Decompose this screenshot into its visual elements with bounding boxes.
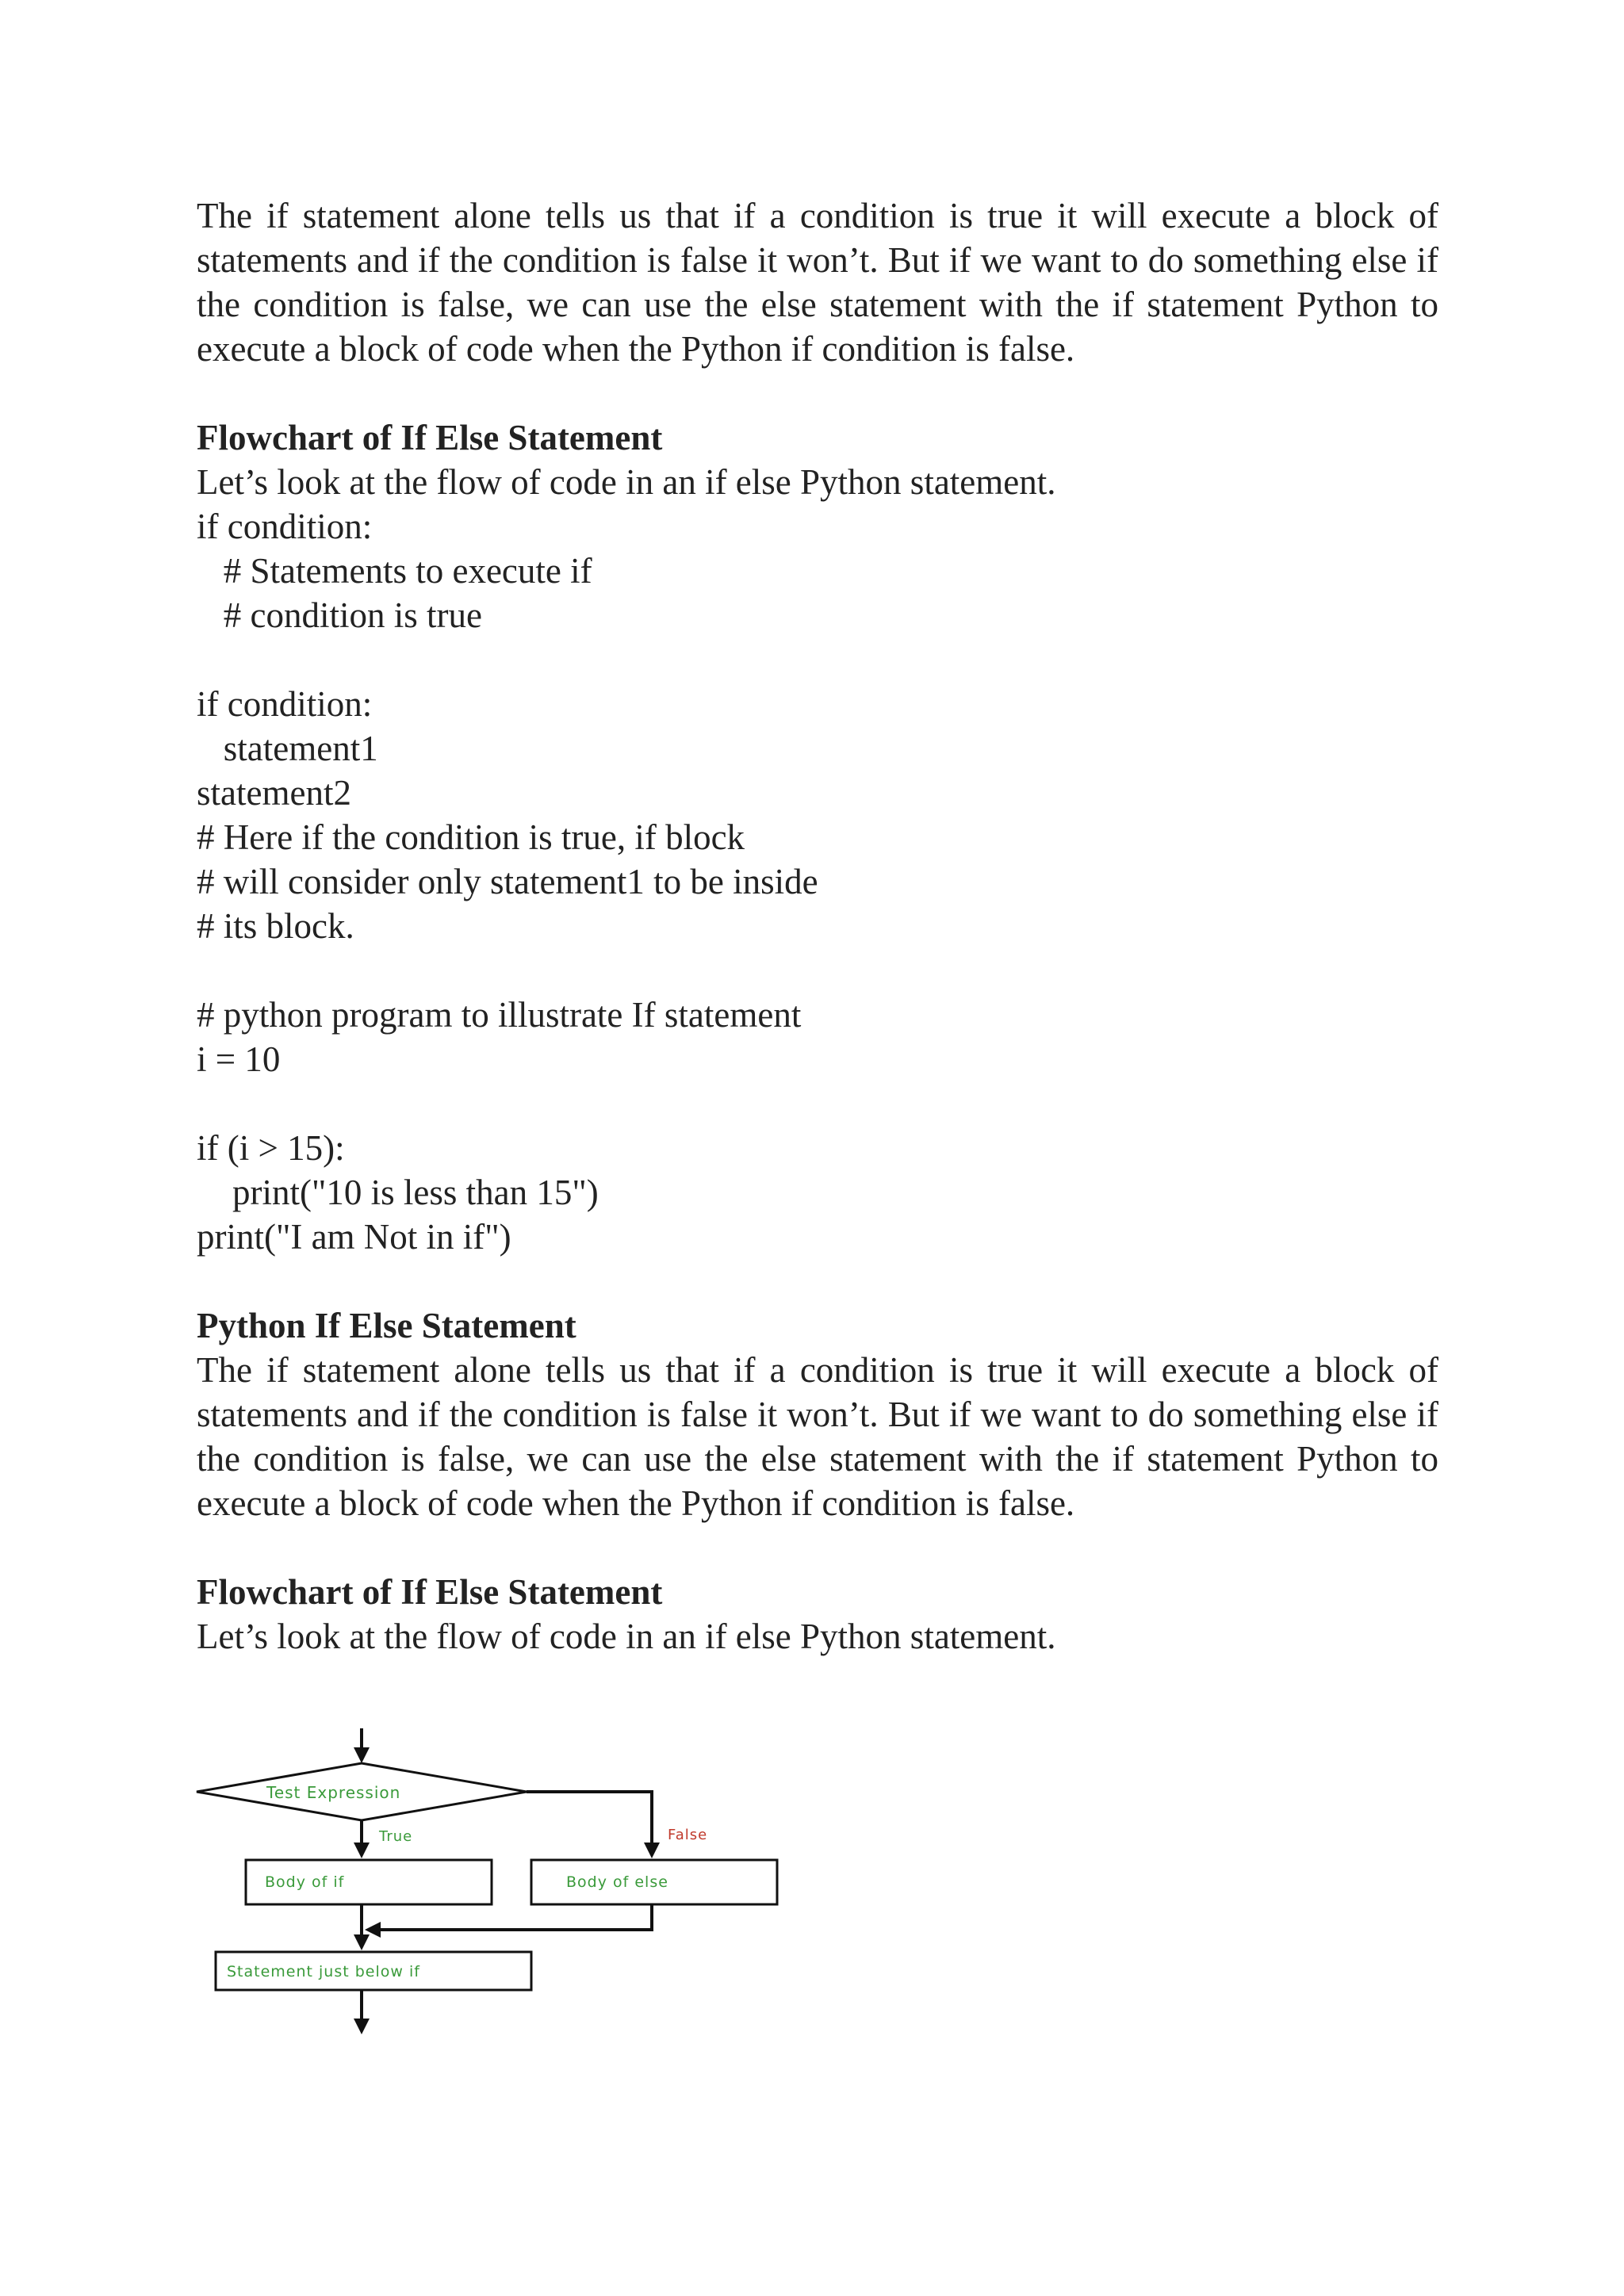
spacer: [197, 948, 1438, 993]
example-line: statement2: [197, 773, 351, 813]
flowchart-intro-2: Let’s look at the flow of code in an if else Python statement.: [197, 1617, 1056, 1656]
program-line: i = 10: [197, 1039, 281, 1079]
spacer: [197, 1081, 1438, 1126]
example-line: # Here if the condition is true, if block: [197, 817, 745, 857]
spacer: [197, 637, 1438, 682]
syntax-line: if condition:: [197, 507, 373, 546]
example-line: statement1: [197, 729, 378, 768]
false-label: False: [668, 1827, 708, 1843]
spacer: [197, 1525, 1438, 1570]
spacer: [197, 371, 1438, 415]
example-line: if condition:: [197, 684, 373, 724]
syntax-line: # condition is true: [197, 595, 482, 635]
program-line: print("I am Not in if"): [197, 1217, 511, 1257]
program-line: # python program to illustrate If statement: [197, 995, 802, 1035]
else-merge-arrow: [368, 1904, 652, 1930]
example-line: # will consider only statement1 to be inside: [197, 862, 818, 901]
program-line: if (i > 15):: [197, 1128, 345, 1168]
body-else-label: Body of else: [566, 1873, 668, 1891]
spacer: [197, 1259, 1438, 1303]
if-else-heading: Python If Else Statement: [197, 1306, 576, 1345]
statement-below-label: Statement just below if: [227, 1963, 420, 1980]
if-else-paragraph: The if statement alone tells us that if a condition is true it will execute a block of statements and if the condition is false it won’t. But if we want to do something else if the condition is false, we can use the else statement with the if statement Python to execute a block of code when the Python if condition is false.: [197, 1350, 1438, 1523]
flowchart-heading-2: Flowchart of If Else Statement: [197, 1572, 663, 1612]
example-line: # its block.: [197, 906, 354, 946]
intro-paragraph: The if statement alone tells us that if a condition is true it will execute a block of statements and if the condition is false it won’t. But if we want to do something else if the condition is false, we can use the else statement with the if statement Python to execute a block of code when the Python if condition is false.: [197, 196, 1438, 369]
test-expression-label: Test Expression: [266, 1783, 401, 1802]
document-body: [197, 193, 1438, 1659]
true-label: True: [379, 1828, 413, 1845]
flowchart-intro: Let’s look at the flow of code in an if else Python statement.: [197, 462, 1056, 502]
body-if-label: Body of if: [265, 1873, 345, 1891]
flowchart-heading: Flowchart of If Else Statement: [197, 418, 663, 457]
syntax-line: # Statements to execute if: [197, 551, 592, 591]
false-arrow: [527, 1792, 652, 1855]
if-else-flowchart: [189, 1728, 807, 2077]
program-line: print("10 is less than 15"): [197, 1173, 599, 1212]
